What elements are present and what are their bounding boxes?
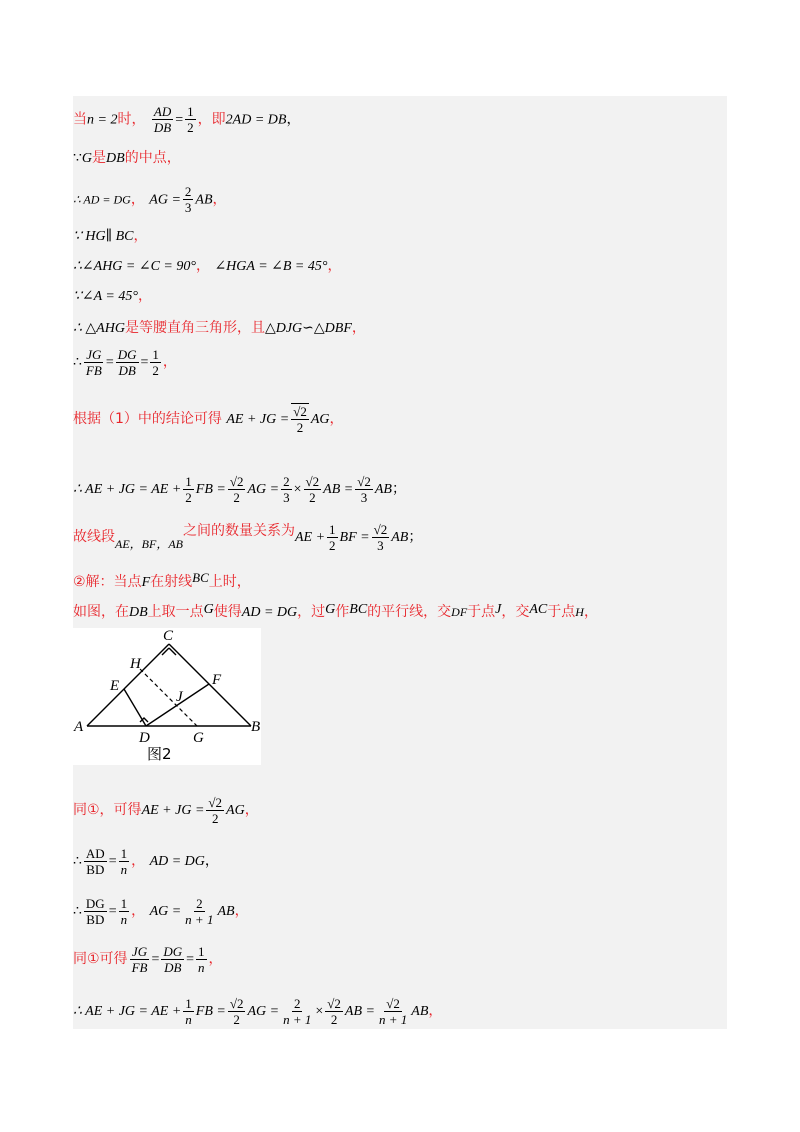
math: AB (217, 904, 235, 919)
math: DF (451, 605, 468, 619)
text: ， (162, 354, 177, 370)
math: = (105, 355, 114, 370)
math: ∴ (73, 904, 82, 919)
text: ， (327, 258, 342, 274)
fraction: $\frac{1}{2}$ (152, 346, 159, 378)
line-5 (73, 256, 341, 277)
math: = (151, 952, 160, 967)
fraction: $\frac{√2}{2}$ (327, 995, 341, 1027)
text: ， (428, 1003, 443, 1019)
math: AB = (344, 1004, 375, 1019)
text: ， (131, 853, 146, 869)
text: 同①可得 (73, 951, 128, 967)
math: = (186, 952, 195, 967)
text: 如图，在 (73, 604, 129, 620)
fraction: $\frac{1}{n}$ (198, 943, 205, 975)
fraction: $\frac{AD}{BD}$ (85, 845, 105, 877)
fraction: $\frac{√2}{2}$ (305, 473, 320, 505)
math: AC (529, 602, 548, 617)
text: 故线段 (73, 529, 115, 545)
fraction: $\frac{2}{3}$ (283, 473, 290, 505)
text: ， (583, 604, 598, 620)
math: AB = (323, 482, 354, 497)
segment-CB (169, 644, 251, 726)
label-C: C (163, 628, 174, 644)
math: ∵ HG∥ BC (73, 229, 134, 244)
math: n = 2 (87, 112, 118, 128)
fraction: $\frac{√2}{2}$ (208, 794, 223, 826)
line-17 (73, 942, 223, 977)
text: 是等腰直角三角形，且 (124, 320, 265, 336)
text: 上取一点 (147, 604, 204, 620)
math: AB (391, 530, 409, 545)
text: ， (204, 853, 219, 869)
text: ， (195, 258, 210, 274)
math: F (141, 575, 151, 590)
text: 时， (117, 111, 146, 128)
math: = (108, 904, 117, 919)
fraction: $\frac{1}{n}$ (120, 845, 128, 877)
text: ， (234, 903, 249, 919)
line-14 (73, 792, 259, 829)
math: AG (226, 803, 245, 818)
math: AG (310, 412, 330, 427)
math: ∴ △AHG (73, 321, 125, 336)
text: 在射线 (150, 574, 193, 590)
text: 于点 (547, 604, 576, 620)
math: DB (129, 605, 148, 620)
math: AG = (247, 482, 280, 497)
line-11 (73, 520, 422, 555)
line-4 (73, 226, 147, 247)
math: J (495, 602, 502, 617)
text: ， (351, 320, 366, 336)
geometry-figure (73, 628, 261, 765)
line-2 (73, 148, 181, 169)
triangle-diagram (73, 628, 261, 765)
label-E: E (110, 678, 120, 694)
line-15 (73, 844, 219, 879)
math: AE + JG = (226, 412, 290, 427)
math: AE + JG = (141, 803, 205, 818)
line-18 (73, 994, 442, 1029)
fraction: $\frac{DG}{DB}$ (163, 943, 183, 975)
fraction: $\frac{1}{n}$ (120, 895, 128, 927)
fraction: $\frac{2}{n + 1}$ (185, 895, 214, 927)
text: ； (391, 481, 406, 497)
fraction: $\frac{1}{2}$ (187, 104, 194, 135)
text: 同①，可得 (73, 802, 142, 818)
label-D: D (139, 730, 150, 746)
fraction: $\frac{1}{n}$ (185, 995, 192, 1027)
label-F: F (212, 672, 222, 688)
text: ，交 (501, 604, 530, 620)
fraction: $\frac{DG}{DB}$ (117, 346, 137, 378)
line-3 (73, 184, 227, 215)
math: AG = (247, 1004, 280, 1019)
math: ∠HGA = ∠B = 45° (214, 259, 328, 274)
fraction: $\frac{DG}{BD}$ (85, 895, 105, 927)
fraction: $\frac{2}{3}$ (184, 184, 192, 215)
text: ②解：当点 (73, 574, 142, 590)
math: AG = (149, 192, 181, 208)
text: 是 (92, 150, 107, 166)
text: 当 (73, 111, 87, 128)
math: ∴∠AHG = ∠C = 90° (73, 259, 196, 274)
text: ， (286, 111, 301, 128)
fraction: $\frac{JG}{FB}$ (131, 943, 148, 975)
text: ； (408, 529, 423, 545)
text: ， (212, 191, 227, 208)
line-6 (73, 286, 152, 307)
fraction: $\frac{1}{2}$ (329, 521, 336, 553)
text: 使得 (213, 604, 242, 620)
fraction: $\frac{AD}{DB}$ (153, 104, 172, 135)
math: ∵∠A = 45° (73, 289, 138, 304)
math: ∴ AE + JG = AE + (73, 1004, 182, 1019)
text: ， (131, 903, 146, 919)
math: AG = (149, 904, 182, 919)
math: ∴ AD = DG (73, 192, 131, 207)
math: G (325, 602, 336, 617)
text: 于点 (467, 604, 496, 620)
figure-caption: 图2 (147, 745, 172, 763)
math: ∴ (73, 355, 82, 370)
math: BC (349, 602, 368, 617)
line-16 (73, 894, 249, 929)
text: ， (208, 951, 223, 967)
math: × (293, 482, 302, 497)
text: ， (244, 802, 259, 818)
text: 作 (335, 604, 350, 620)
math: FB = (195, 1004, 226, 1019)
text: ， (137, 288, 152, 304)
math: × (315, 1004, 324, 1019)
math: BF = (339, 530, 370, 545)
text: 的中点， (124, 150, 181, 166)
text: 根据（1）中的结论可得 (73, 411, 222, 427)
text: 的平行线，交 (367, 604, 452, 620)
label-A: A (74, 719, 84, 735)
text: 之间的数量关系为 (182, 523, 295, 539)
text: ， (329, 411, 344, 427)
math: = (175, 112, 184, 128)
text: ，即 (197, 111, 226, 128)
fraction: $\frac{√2}{2}$ (229, 995, 244, 1027)
segment-ED (124, 689, 146, 726)
math: AB (374, 482, 392, 497)
line-12 (73, 572, 251, 593)
label-G: G (193, 730, 204, 746)
math: 2AD = DB (225, 112, 287, 128)
text: ∵ (73, 150, 82, 166)
fraction: $\frac{√2}{3}$ (373, 521, 388, 553)
math: AE，BF，AB (115, 537, 183, 551)
text: ， (133, 228, 148, 244)
text: 上时， (208, 574, 251, 590)
fraction: $\frac{JG}{FB}$ (85, 346, 102, 378)
math: = (140, 355, 149, 370)
math: ∴ (73, 854, 82, 869)
label-H: H (130, 656, 141, 672)
math: G (203, 602, 214, 617)
fraction: $\frac{2}{n + 1}$ (283, 995, 312, 1027)
fraction: $\frac{√2}{2}$ (293, 404, 307, 435)
label-B: B (251, 719, 261, 735)
math: AE + (294, 530, 326, 545)
line-8 (73, 346, 177, 379)
line-10 (73, 472, 406, 507)
solution-sheet (73, 96, 727, 1029)
math: ∴ AE + JG = AE + (73, 482, 182, 497)
math: BC (192, 570, 209, 585)
fraction: $\frac{√2}{n + 1}$ (378, 995, 408, 1027)
line-13 (73, 602, 598, 623)
math: = (108, 854, 117, 869)
label-J: J (176, 689, 183, 705)
math: AD = DG (241, 605, 298, 620)
fraction: $\frac{√2}{2}$ (229, 473, 244, 505)
math: △DJG∽△DBF (264, 321, 352, 336)
line-7 (73, 318, 366, 339)
math: AD = DG (149, 854, 205, 869)
math: AB (195, 192, 213, 208)
fraction: $\frac{1}{2}$ (185, 473, 192, 505)
math: G (81, 151, 93, 166)
line-1 (73, 104, 300, 135)
line-9 (73, 402, 344, 437)
math: H (575, 605, 584, 619)
math: FB = (195, 482, 226, 497)
math: AB (411, 1004, 429, 1019)
math: DB (106, 151, 125, 166)
text: ， (130, 191, 145, 208)
text: ，过 (297, 604, 326, 620)
fraction: $\frac{√2}{3}$ (357, 473, 371, 505)
